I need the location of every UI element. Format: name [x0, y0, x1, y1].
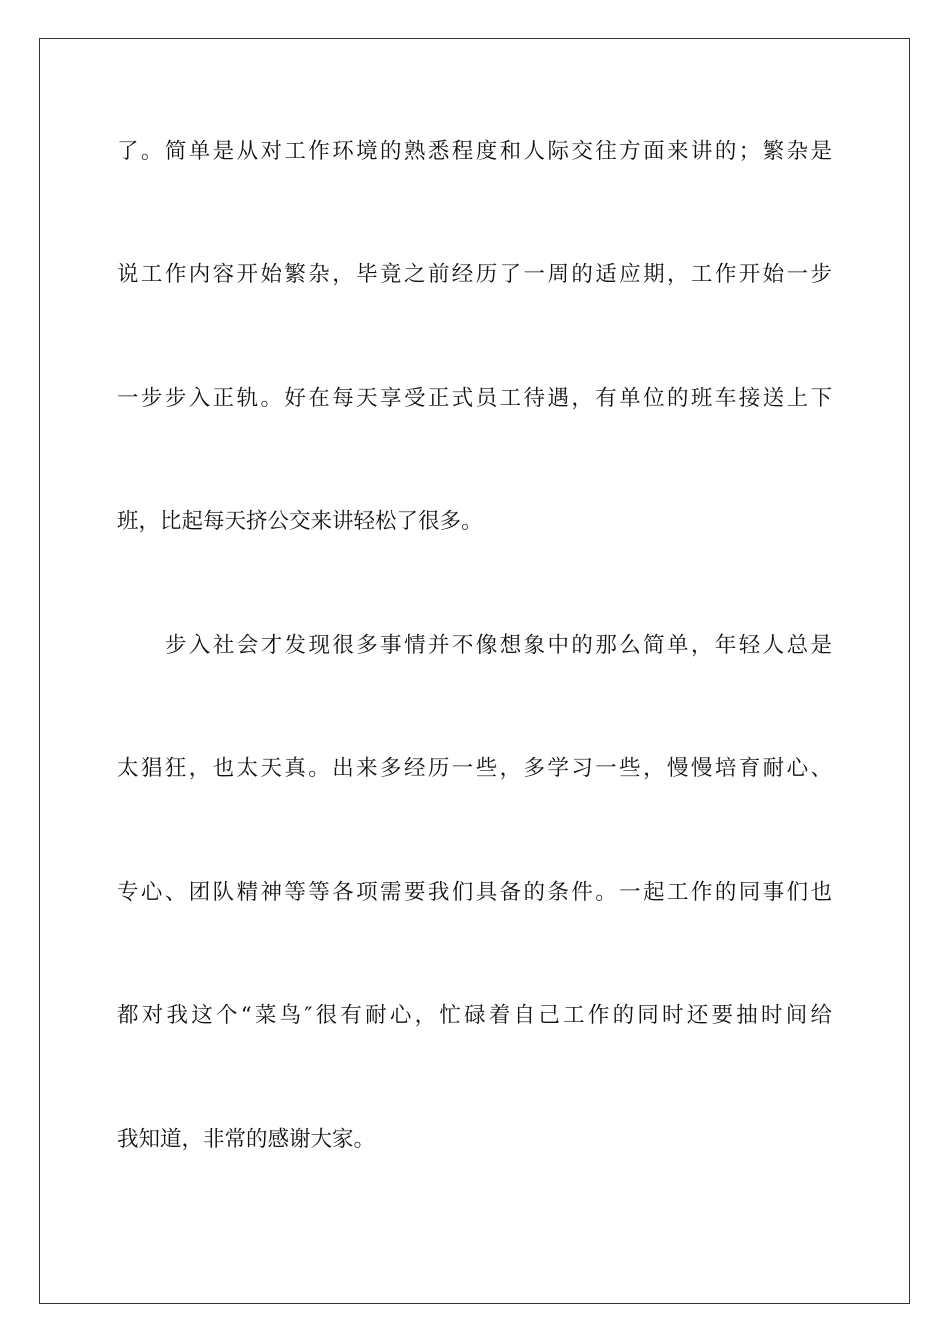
- paragraph-line: 一步步入正轨。好在每天享受正式员工待遇，有单位的班车接送上下: [117, 386, 832, 411]
- paragraph-line: 说工作内容开始繁杂，毕竟之前经历了一周的适应期，工作开始一步: [117, 262, 832, 287]
- paragraph-line: 班，比起每天挤公交来讲轻松了很多。: [117, 509, 483, 534]
- paragraph-line: 都对我这个“菜鸟″很有耐心，忙碌着自己工作的同时还要抽时间给: [117, 1003, 832, 1028]
- paragraph-line: 我知道，非常的感谢大家。: [117, 1127, 376, 1152]
- paragraph-line: 专心、团队精神等等各项需要我们具备的条件。一起工作的同事们也: [117, 880, 832, 905]
- paragraph-line: 太猖狂，也太天真。出来多经历一些，多学习一些，慢慢培育耐心、: [117, 756, 832, 781]
- page-border: [39, 38, 910, 1304]
- paragraph-line: 了。简单是从对工作环境的熟悉程度和人际交往方面来讲的；繁杂是: [117, 139, 832, 164]
- paragraph-line: 步入社会才发现很多事情并不像想象中的那么简单，年轻人总是: [165, 633, 832, 658]
